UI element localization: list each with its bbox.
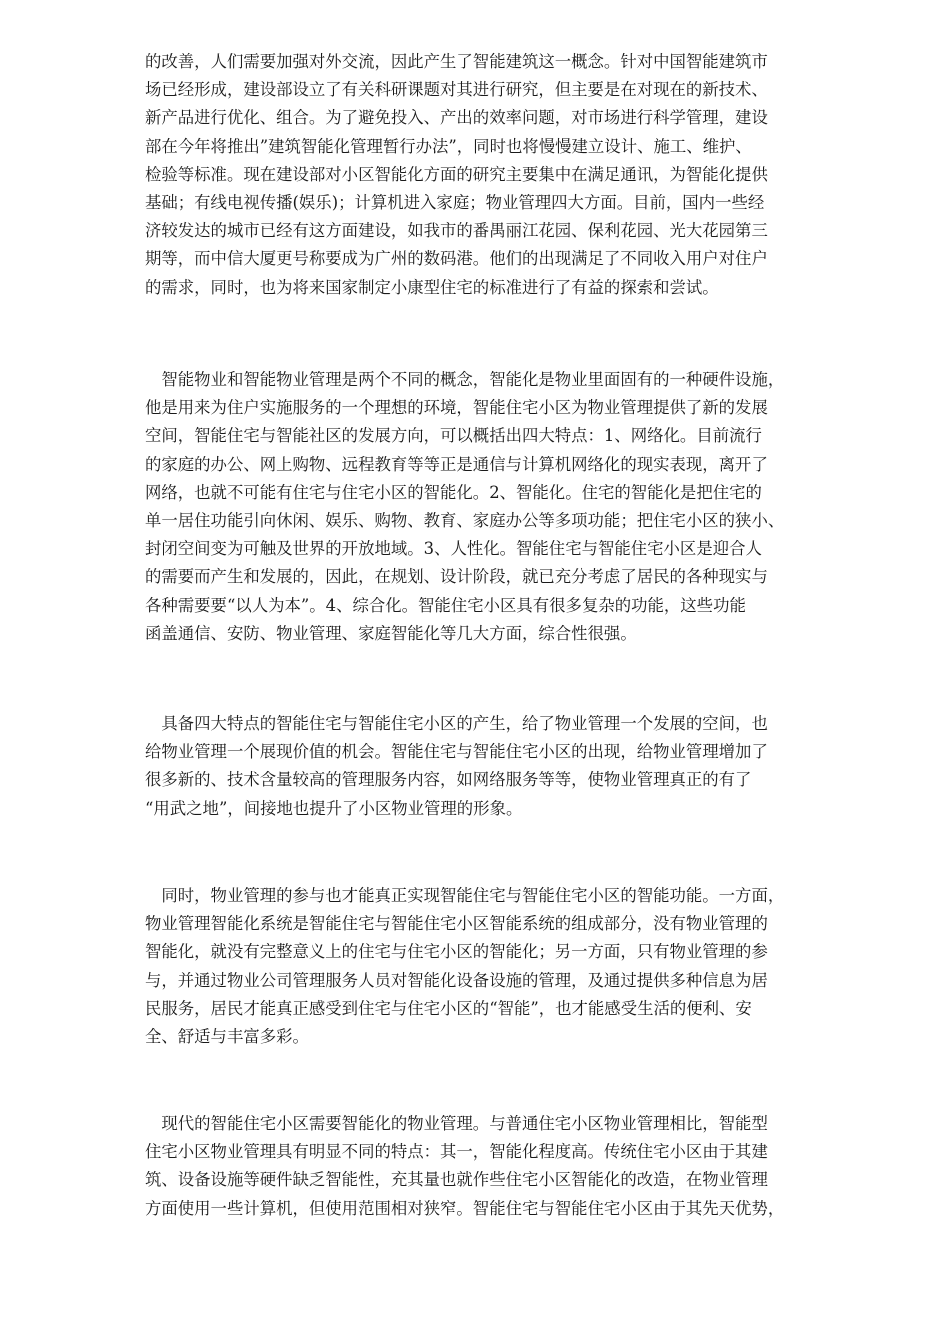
- text-line: 函盖通信、安防、物业管理、家庭智能化等几大方面，综合性很强。: [145, 623, 637, 643]
- paragraph-5: [145, 1110, 784, 1223]
- text-line: 封闭空间变为可触及世界的开放地域。3、人性化。智能住宅与智能住宅小区是迎合人: [145, 539, 762, 559]
- paragraph-2: [145, 366, 784, 648]
- text-line: 的改善，人们需要加强对外交流，因此产生了智能建筑这一概念。针对中国智能建筑市: [145, 52, 768, 71]
- text-line: “用武之地”，间接地也提升了小区物业管理的形象。: [145, 798, 523, 818]
- text-line: 单一居住功能引向休闲、娱乐、购物、教育、家庭办公等多项功能；把住宅小区的狭小、: [145, 511, 785, 531]
- text-line: 现代的智能住宅小区需要智能化的物业管理。与普通住宅小区物业管理相比，智能型: [145, 1114, 768, 1133]
- paragraph-3: [145, 710, 768, 823]
- text-line: 场已经形成，建设部设立了有关科研课题对其进行研究，但主要是在对现在的新技术、: [145, 80, 768, 100]
- paragraph-4: [145, 882, 784, 1051]
- text-line: 同时，物业管理的参与也才能真正实现智能住宅与智能住宅小区的智能功能。一方面，: [145, 886, 785, 905]
- text-line: 检验等标准。现在建设部对小区智能化方面的研究主要集中在满足通讯，为智能化提供: [145, 164, 768, 184]
- text-line: 给物业管理一个展现价值的机会。智能住宅与智能住宅小区的出现，给物业管理增加了: [145, 742, 768, 762]
- text-line: 基础；有线电视传播(娱乐)；计算机进入家庭；物业管理四大方面。目前，国内一些经: [145, 193, 765, 213]
- text-line: 方面使用一些计算机，但使用范围相对狭窄。智能住宅与智能住宅小区由于其先天优势，: [145, 1198, 785, 1218]
- text-line: 具备四大特点的智能住宅与智能住宅小区的产生，给了物业管理一个发展的空间，也: [145, 714, 768, 733]
- text-line: 的家庭的办公、网上购物、远程教育等等正是通信与计算机网络化的现实表现，离开了: [145, 454, 768, 474]
- text-line: 很多新的、技术含量较高的管理服务内容，如网络服务等等，使物业管理真正的有了: [145, 770, 752, 790]
- text-line: 期等，而中信大厦更号称要成为广州的数码港。他们的出现满足了不同收入用户对住户: [145, 249, 768, 269]
- text-line: 的需求，同时，也为将来国家制定小康型住宅的标准进行了有益的探索和尝试。: [145, 277, 719, 297]
- text-line: 他是用来为住户实施服务的一个理想的环境，智能住宅小区为物业管理提供了新的发展: [145, 398, 768, 418]
- paragraph-1: [145, 48, 768, 302]
- text-line: 物业管理智能化系统是智能住宅与智能住宅小区智能系统的组成部分，没有物业管理的: [145, 914, 768, 934]
- text-line: 与，并通过物业公司管理服务人员对智能化设备设施的管理，及通过提供多种信息为居: [145, 970, 768, 990]
- text-line: 全、舒适与丰富多彩。: [145, 1027, 309, 1047]
- text-line: 空间，智能住宅与智能社区的发展方向，可以概括出四大特点：1、网络化。目前流行: [145, 426, 762, 446]
- text-line: 网络，也就不可能有住宅与住宅小区的智能化。2、智能化。住宅的智能化是把住宅的: [145, 482, 762, 502]
- text-line: 智能物业和智能物业管理是两个不同的概念，智能化是物业里面固有的一种硬件设施，: [145, 370, 785, 389]
- text-line: 部在今年将推出”建筑智能化管理暂行办法”，同时也将慢慢建立设计、施工、维护、: [145, 136, 752, 156]
- text-line: 智能化，就没有完整意义上的住宅与住宅小区的智能化；另一方面，只有物业管理的参: [145, 942, 768, 962]
- text-line: 各种需要要“以人为本”。4、综合化。智能住宅小区具有很多复杂的功能，这些功能: [145, 595, 746, 615]
- text-line: 济较发达的城市已经有这方面建设，如我市的番禺丽江花园、保利花园、光大花园第三: [145, 221, 768, 241]
- text-line: 民服务，居民才能真正感受到住宅与住宅小区的“智能”，也才能感受生活的便利、安: [145, 998, 752, 1018]
- text-line: 新产品进行优化、组合。为了避免投入、产出的效率问题，对市场进行科学管理，建设: [145, 108, 768, 128]
- text-line: 住宅小区物业管理具有明显不同的特点：其一，智能化程度高。传统住宅小区由于其建: [145, 1142, 768, 1162]
- text-line: 的需要而产生和发展的，因此，在规划、设计阶段，就已充分考虑了居民的各种现实与: [145, 567, 768, 587]
- text-line: 筑、设备设施等硬件缺乏智能性，充其量也就作些住宅小区智能化的改造，在物业管理: [145, 1170, 768, 1190]
